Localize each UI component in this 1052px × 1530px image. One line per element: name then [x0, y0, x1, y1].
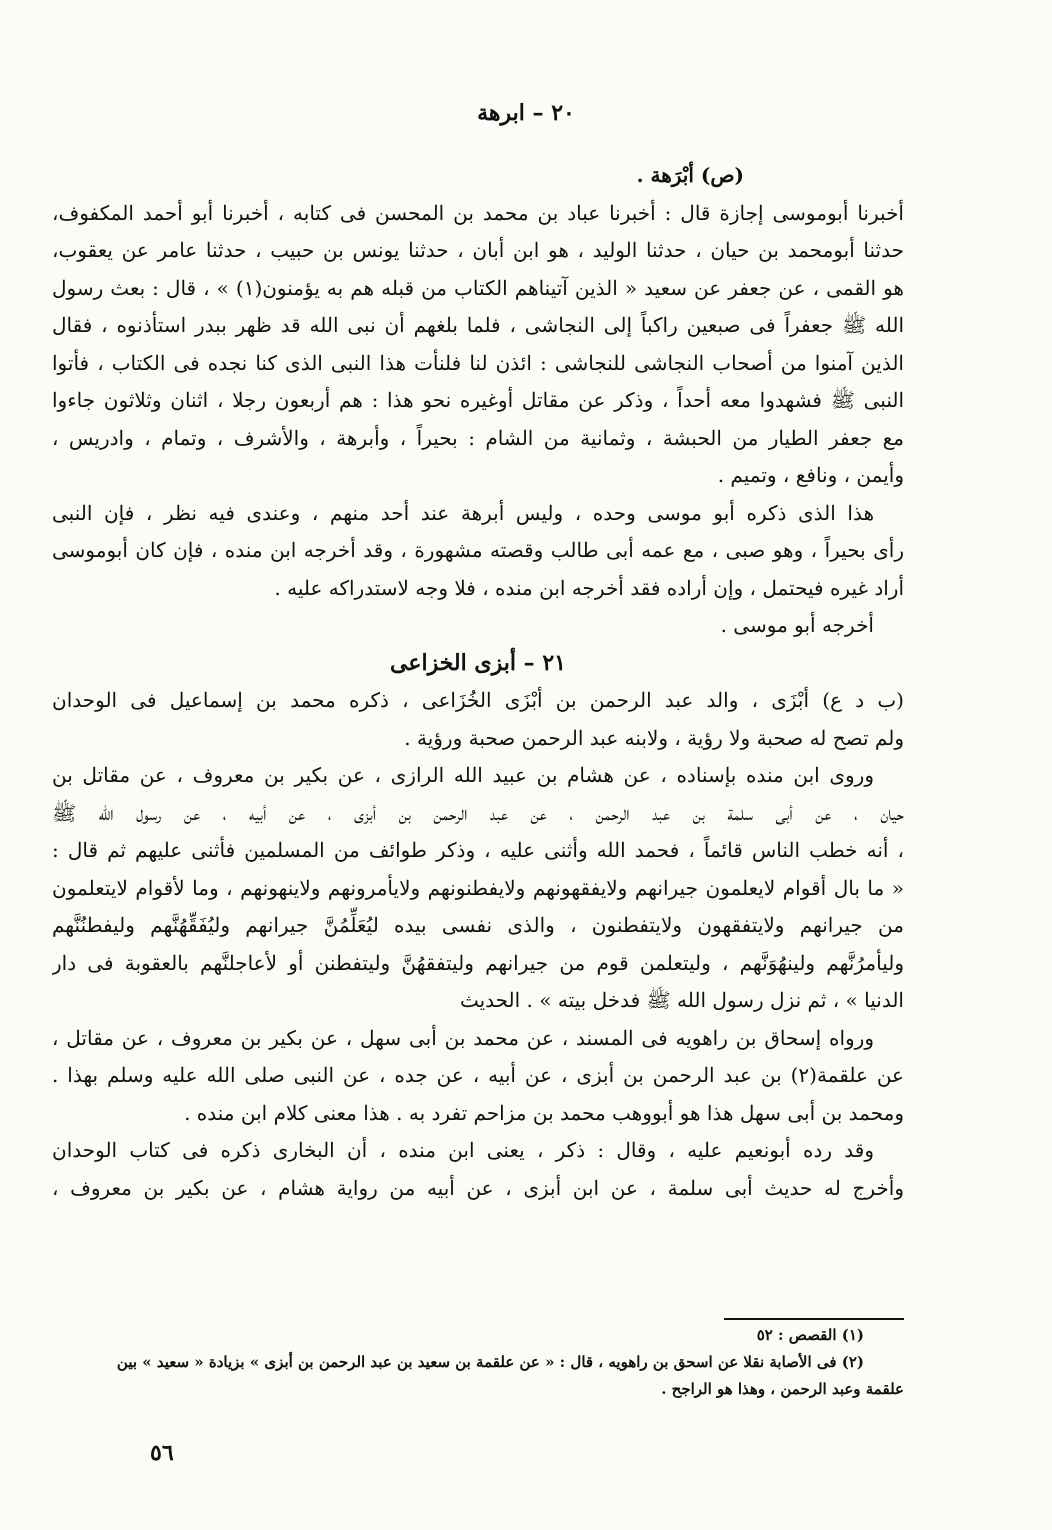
body-line: من جيرانهم ولايتفقهون ولايتفطنون ، والذى نفسى بيده ليُعَلِّمُنَّ جيرانهم وليُفَقِّهُنَّهم وليفطنُنَّهم	[52, 913, 904, 937]
body-line: رأى بحيراً ، وهو صبى ، مع عمه أبى طالب وقصته مشهورة ، وقد أخرجه ابن منده ، فإن كان أبوموسى	[52, 538, 904, 562]
entry-title: (ص) أبْرَهة .	[636, 163, 744, 187]
body-line: هذا الذى ذكره أبو موسى وحده ، وليس أبرهة عند أحد منهم ، وعندى فيه نظر ، فإن النبى	[52, 500, 874, 525]
body-line: حيان ، عن أبى سلمة بن عبد الرحمن ، عن عبد الرحمن بن أبزى ، عن أبيه ، عن رسول الله ﷺ	[52, 800, 904, 825]
body-line: عن علقمة(٢) بن عبد الرحمن بن أبزى ، عن أبيه ، عن جده ، عن النبى صلى الله عليه وسلم بهذا .	[52, 1063, 904, 1087]
footnotes	[40, 1322, 904, 1403]
entry-heading: ٢١ – أبزى الخزاعى	[390, 649, 566, 676]
footnote: (٢) فى الأصابة نقلا عن اسحق بن راهويه ، قال : « عن علقمة بن سعيد بن عبد الرحمن بن أبزى » بزيادة « سعيد » بين	[116, 1353, 864, 1371]
footnote-divider	[724, 1318, 904, 1320]
body-line: الدنيا » ، ثم نزل رسول الله ﷺ فدخل بيته » . الحديث	[459, 988, 904, 1012]
body-line: مع جعفر الطيار من الحبشة ، وثمانية من الشام : بحيراً ، وأبرهة ، والأشرف ، وتمام ، وادريس ،	[52, 425, 904, 450]
body-line: (ب د ع) أبْزَى ، والد عبد الرحمن بن أبْزَى الخُزَاعى ، ذكره محمد بن إسماعيل فى الوحدان	[52, 688, 904, 712]
body-line: ، أنه خطب الناس قائماً ، فحمد الله وأثنى عليه ، وذكر طوائف من المسلمين فأثنى عليهم ثم قال :	[52, 838, 904, 862]
footnote: علقمة وعبد الرحمن ، وهذا هو الراجح .	[661, 1380, 904, 1398]
body-line: أخرجه أبو موسى .	[720, 613, 874, 637]
body-line: حدثنا أبومحمد بن حيان ، حدثنا الوليد ، هو ابن أبان ، حدثنا يونس بن حبيب ، حدثنا عامر عن يعقوب،	[52, 238, 904, 262]
body-text	[52, 157, 904, 1207]
page-header: ٢٠ – ابرهة	[477, 100, 575, 126]
body-line: ولم تصح له صحبة ولا رؤية ، ولابنه عبد الرحمن صحبة ورؤية .	[404, 725, 904, 750]
body-line: النبى ﷺ فشهدوا معه أحداً ، وذكر عن مقاتل أوغيره نحو هذا : هم أربعون رجلا ، اثنان وثلاثون جاءوا	[52, 388, 904, 412]
body-line: وليأمرُنَّهم ولينهُوَنَّهم ، وليتعلمن قوم من جيرانهم وليتفقهُنَّ وليتفطنن أو لأعاجلنَّهم بالعقوبة فى دار	[52, 950, 904, 975]
body-line: الله ﷺ جعفراً فى صبعين راكباً إلى النجاشى ، فلما بلغهم أن نبى الله قد ظهر ببدر استأذنوه ، فقال	[52, 313, 904, 337]
body-line: وروى ابن منده بإسناده ، عن هشام بن عبيد الله الرازى ، عن بكير بن معروف ، عن مقاتل بن	[52, 763, 874, 787]
footnote: (١) القصص : ٥٢	[756, 1326, 864, 1344]
body-line: هو القمى ، عن جعفر عن سعيد « الذين آتيناهم الكتاب من قبله هم به يؤمنون(١) » ، قال : بعث رسول	[52, 275, 904, 300]
body-line: ومحمد بن أبى سهل هذا هو أبووهب محمد بن مزاحم تفرد به . هذا معنى كلام ابن منده .	[184, 1100, 904, 1125]
body-line: وقد رده أبونعيم عليه ، وقال : ذكر ، يعنى ابن منده ، أن البخارى ذكره فى كتاب الوحدان	[52, 1138, 874, 1162]
body-line: أخبرنا أبوموسى إجازة قال : أخبرنا عباد بن محمد بن المحسن فى كتابه ، أخبرنا أبو أحمد المكفوف،	[52, 200, 904, 225]
body-line: أراد غيره فيحتمل ، وإن أراده فقد أخرجه ابن منده ، فلا وجه لاستدراكه عليه .	[274, 575, 904, 600]
body-line: وأيمن ، ونافع ، وتميم .	[717, 463, 904, 487]
body-line: الذين آمنوا من أصحاب النجاشى للنجاشى : ائذن لنا فلنأت هذا النبى الذى كنا نجده فى الكتاب ، فأتوا	[52, 350, 904, 375]
body-line: ورواه إسحاق بن راهويه فى المسند ، عن محمد بن أبى سهل ، عن بكير بن معروف ، عن مقاتل ،	[52, 1025, 874, 1050]
page-number: ٥٦	[150, 1440, 174, 1466]
body-line: « ما بال أقوام لايعلمون جيرانهم ولايفقهونهم ولايفطنونهم ولايأمرونهم ولاينهونهم ، وما لأقوام لايتعلمون	[52, 875, 904, 900]
body-line: وأخرج له حديث أبى سلمة ، عن ابن أبزى ، عن أبيه من رواية هشام ، عن بكير بن معروف ،	[52, 1175, 904, 1200]
